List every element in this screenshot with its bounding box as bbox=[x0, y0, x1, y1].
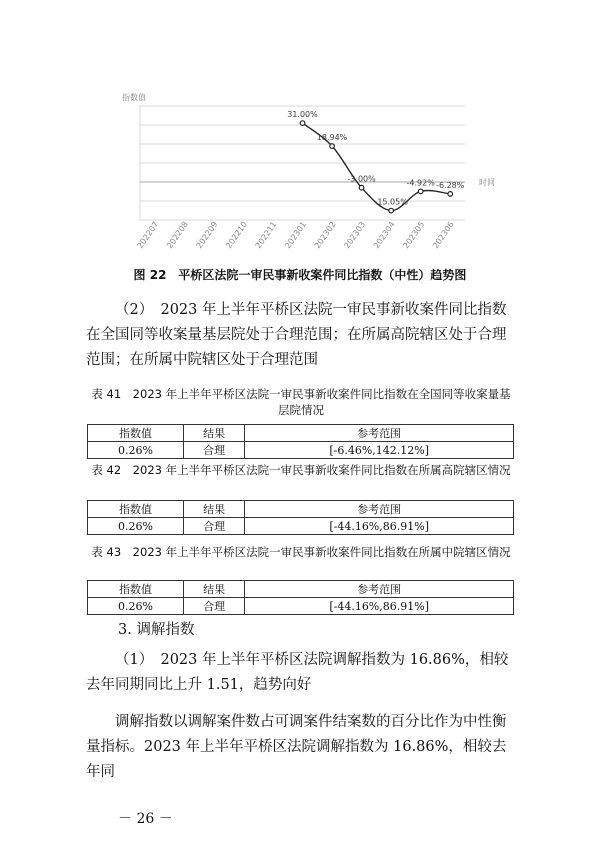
cell-index-value: 0.26% bbox=[88, 598, 184, 615]
table-row bbox=[88, 442, 514, 459]
x-tick-label: 202207 bbox=[135, 219, 161, 251]
x-tick-label: 202302 bbox=[312, 219, 338, 251]
x-tick-label: 202305 bbox=[401, 219, 427, 251]
figure-caption: 图 22 平桥区法院一审民事新收案件同比指数（中性）趋势图 bbox=[133, 268, 467, 282]
header-result: 结果 bbox=[183, 501, 244, 518]
header-reference-range: 参考范围 bbox=[245, 501, 514, 518]
header-reference-range: 参考范围 bbox=[245, 425, 514, 442]
x-tick-label: 202306 bbox=[430, 219, 456, 251]
x-tick-label: 202208 bbox=[165, 219, 190, 251]
paragraph-1: （2） 2023 年上半年平桥区法院一审民事新收案件同比指数在全国同等收案量基层院处于合理范围；在所属高院辖区处于合理范围；在所属中院辖区处于合理范围 bbox=[86, 302, 507, 368]
data-point bbox=[448, 192, 453, 197]
table-42 bbox=[87, 500, 514, 535]
x-tick-label: 202301 bbox=[283, 219, 309, 251]
data-label: -3.00% bbox=[347, 174, 376, 184]
cell-reference-range: [-44.16%,86.91%] bbox=[245, 598, 514, 615]
x-axis-label: 时间 bbox=[479, 178, 495, 187]
x-tick-label: 202209 bbox=[194, 219, 220, 251]
page-number: － 26 － bbox=[118, 811, 173, 827]
table-43-caption: 表 43 2023 年上半年平桥区法院一审民事新收案件同比指数在所属中院辖区情况 bbox=[91, 545, 511, 559]
cell-result: 合理 bbox=[183, 442, 244, 459]
table-header-row bbox=[88, 501, 514, 518]
header-reference-range: 参考范围 bbox=[245, 581, 514, 598]
data-point bbox=[418, 189, 423, 194]
data-label: 31.00% bbox=[287, 110, 318, 120]
header-result: 结果 bbox=[183, 581, 244, 598]
header-result: 结果 bbox=[183, 425, 244, 442]
data-label: 18.94% bbox=[316, 133, 348, 143]
x-tick-label: 202211 bbox=[253, 219, 279, 251]
cell-reference-range: [-44.16%,86.91%] bbox=[245, 518, 514, 535]
table-41-caption: 表 41 2023 年上半年平桥区法院一审民事新收案件同比指数在全国同等收案量基层院情况 bbox=[91, 387, 511, 417]
x-tick-label: 202210 bbox=[224, 219, 250, 251]
cell-index-value: 0.26% bbox=[88, 518, 184, 535]
table-header-row bbox=[88, 425, 514, 442]
table-row bbox=[88, 518, 514, 535]
data-point bbox=[389, 208, 394, 213]
data-point bbox=[330, 144, 335, 149]
header-index-value: 指数值 bbox=[88, 425, 184, 442]
table-42-caption: 表 42 2023 年上半年平桥区法院一审民事新收案件同比指数在所属高院辖区情况 bbox=[91, 463, 511, 477]
data-label: -6.28% bbox=[436, 180, 465, 190]
cell-index-value: 0.26% bbox=[88, 442, 184, 459]
paragraph-3: 调解指数以调解案件数占可调案件结案数的百分比作为中性衡量指标。2023 年上半年平桥区法院调解指数为 16.86%，相较去年同 bbox=[86, 714, 507, 780]
cell-reference-range: [-6.46%,142.12%] bbox=[245, 442, 514, 459]
data-label: -4.92% bbox=[406, 178, 435, 188]
table-43 bbox=[87, 580, 514, 615]
table-header-row bbox=[88, 581, 514, 598]
data-label: -15.05% bbox=[374, 197, 408, 207]
chart-svg bbox=[112, 86, 512, 256]
x-tick-label: 202303 bbox=[342, 219, 368, 251]
data-point bbox=[300, 121, 305, 126]
paragraph-2: （1） 2023 年上半年平桥区法院调解指数为 16.86%，相较去年同期同比上升 1.51，趋势向好 bbox=[86, 652, 509, 693]
header-index-value: 指数值 bbox=[88, 501, 184, 518]
y-axis-label: 指数值 bbox=[122, 93, 146, 102]
section-heading: 3. 调解指数 bbox=[118, 622, 195, 638]
data-point bbox=[359, 185, 364, 190]
trend-chart bbox=[112, 86, 512, 256]
header-index-value: 指数值 bbox=[88, 581, 184, 598]
x-tick-label: 202304 bbox=[371, 219, 397, 251]
cell-result: 合理 bbox=[183, 518, 244, 535]
table-row bbox=[88, 598, 514, 615]
table-41 bbox=[87, 424, 514, 459]
cell-result: 合理 bbox=[183, 598, 244, 615]
